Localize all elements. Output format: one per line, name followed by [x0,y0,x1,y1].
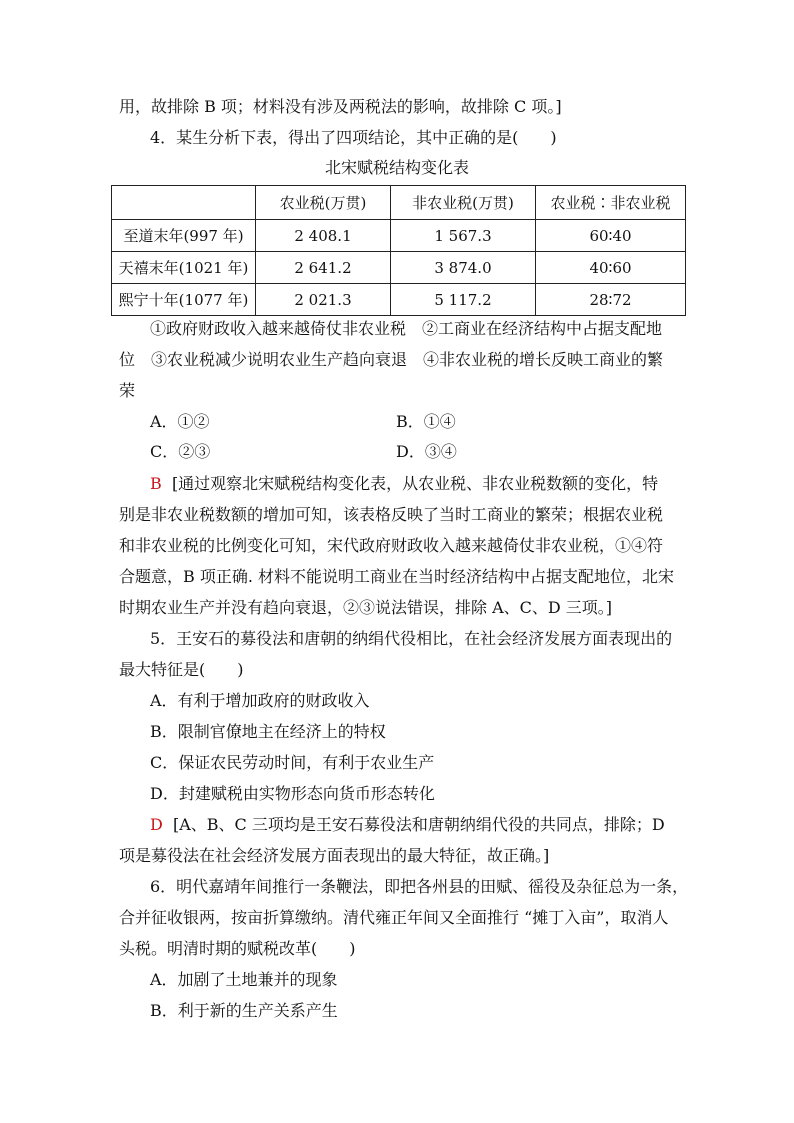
row-agri-tax: 2 021.3 [256,284,391,316]
answer-5-line-2: 项是募役法在社会经济发展方面表现出的最大特征，故正确。] [119,846,550,865]
header-ratio: 农业税∶非农业税 [536,186,686,220]
q4-option-b: B．①④ [396,412,456,431]
row-period: 至道末年(997 年) [112,220,256,252]
table-row [112,284,686,316]
answer-4-key: B [150,474,162,493]
q4-option-d: D．③④ [396,442,457,461]
row-ratio: 28∶72 [536,284,686,316]
q5-option-c: C．保证农民劳动时间，有利于农业生产 [150,753,435,772]
row-agri-tax: 2 641.2 [256,252,391,284]
header-cell-empty [112,186,256,220]
row-ratio: 40∶60 [536,252,686,284]
question-6-stem-1: 6．明代嘉靖年间推行一条鞭法，即把各州县的田赋、徭役及杂征总为一条， [150,877,689,896]
row-agri-tax: 2 408.1 [256,220,391,252]
answer-5-text-1: [A、B、C 三项均是王安石募役法和唐朝纳绢代役的共同点，排除；D [173,815,665,834]
question-4-statements-2: 位 ③农业税减少说明农业生产趋向衰退 ④非农业税的增长反映工商业的繁 [119,350,664,369]
row-nonagri-tax: 1 567.3 [391,220,536,252]
question-4-statements-3: 荣 [119,381,136,400]
row-nonagri-tax: 3 874.0 [391,252,536,284]
q4-option-c: C．②③ [150,442,211,461]
row-ratio: 60∶40 [536,220,686,252]
q4-option-a: A．①② [150,412,210,431]
question-5-stem-1: 5．王安石的募役法和唐朝的纳绢代役相比，在社会经济发展方面表现出的 [150,629,673,648]
question-4-stem: 4．某生分析下表，得出了四项结论，其中正确的是( ) [150,128,557,147]
table-header-row [112,186,686,220]
row-period: 熙宁十年(1077 年) [112,284,256,316]
row-nonagri-tax: 5 117.2 [391,284,536,316]
header-nonagri-tax: 非农业税(万贯) [391,186,536,220]
q6-option-b: B．利于新的生产关系产生 [150,1001,338,1020]
question-6-stem-2: 合并征收银两，按亩折算缴纳。清代雍正年间又全面推行 “摊丁入亩”，取消人 [119,908,669,927]
table-row [112,252,686,284]
answer-5-line-1 [150,815,710,835]
table-caption: 北宋赋税结构变化表 [324,158,469,177]
row-period: 天禧末年(1021 年) [112,252,256,284]
q5-option-a: A．有利于增加政府的财政收入 [150,691,370,710]
answer-4-line-1 [150,474,710,494]
header-agri-tax: 农业税(万贯) [256,186,391,220]
q5-option-b: B．限制官僚地主在经济上的特权 [150,722,386,741]
answer-4-line-5: 时期农业生产并没有趋向衰退，②③说法错误，排除 A、C、D 三项。] [119,598,613,617]
answer-4-line-4: 合题意，B 项正确. 材料不能说明工商业在当时经济结构中占据支配地位，北宋 [119,567,675,586]
answer-5-key: D [150,815,163,834]
q6-option-a: A．加剧了土地兼并的现象 [150,970,338,989]
question-4-statements-1: ①政府财政收入越来越倚仗非农业税 ②工商业在经济结构中占据支配地 [150,319,663,338]
answer-4-text-1: [通过观察北宋赋税结构变化表，从农业税、非农业税数额的变化，特 [171,474,659,493]
q5-option-d: D．封建赋税由实物形态向货币形态转化 [150,784,435,803]
question-6-stem-3: 头税。明清时期的赋税改革( ) [119,939,356,958]
tax-structure-table [111,185,686,316]
prev-answer-tail: 用，故排除 B 项；材料没有涉及两税法的影响，故排除 C 项。] [119,97,562,116]
question-5-stem-2: 最大特征是( ) [119,660,244,679]
table-row [112,220,686,252]
answer-4-line-3: 和非农业税的比例变化可知，宋代政府财政收入越来越倚仗非农业税，①④符 [119,536,664,555]
answer-4-line-2: 别是非农业税数额的增加可知，该表格反映了当时工商业的繁荣；根据农业税 [119,505,664,524]
